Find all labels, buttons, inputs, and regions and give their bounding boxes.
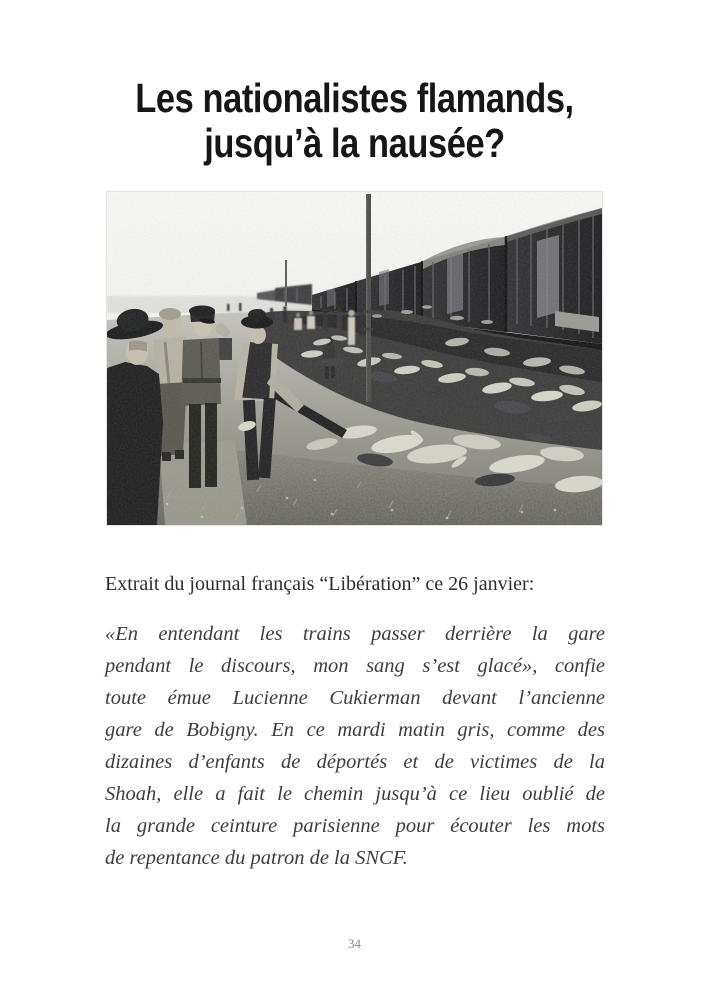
page-title [57,76,653,166]
quote-line: gare de Bobigny. En ce mardi matin gris, comme des [105,719,605,741]
excerpt-intro: Extrait du journal français “Libération” ce 26 janvier: [105,573,535,595]
quote-line: dizaines d’enfants de déportés et de victimes de la [105,751,605,773]
quote-line: «En entendant les trains passer derrière la gare [105,623,605,645]
quote-line: Shoah, elle a fait le chemin jusqu’à ce lieu oublié de [105,783,605,805]
historical-photo [107,192,602,525]
quote-line: la grande ceinture parisienne pour écouter les mots [105,815,605,837]
quote-line: toute émue Lucienne Cukierman devant l’ancienne [105,687,605,709]
page-title-line-2: jusqu’à la nausée? [204,120,505,166]
quote-line: de repentance du patron de la SNCF. [105,847,408,869]
photo-image [107,192,602,525]
page-title-line-1: Les nationalistes flamands, [135,75,574,121]
quote-line: pendant le discours, mon sang s’est glacé», confie [105,655,605,677]
quote-paragraph [105,618,605,874]
page-number: 34 [348,936,361,951]
